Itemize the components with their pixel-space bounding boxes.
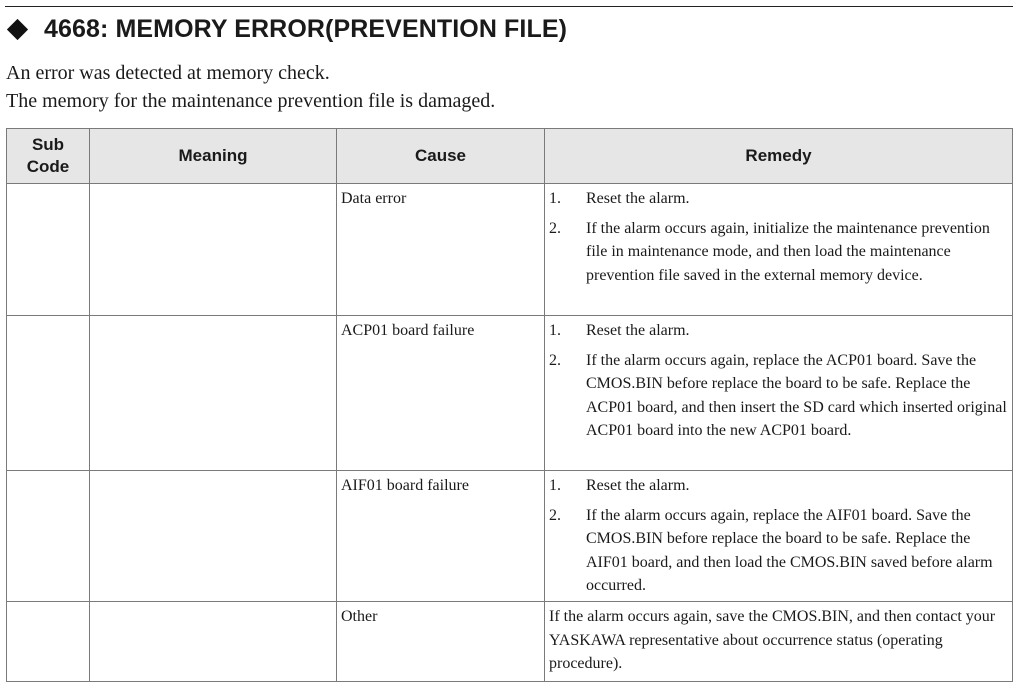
step-text: If the alarm occurs again, replace the ACP01 board. Save the CMOS.BIN before replace the board to be safe. Replace the ACP01 board, and then insert the SD card which inserted original ACP01 board into the new ACP01 board. bbox=[586, 351, 1007, 439]
cause-cell: Data error bbox=[337, 184, 545, 316]
step-text: Reset the alarm. bbox=[586, 477, 690, 494]
table-row bbox=[7, 184, 1013, 316]
remedy-steps bbox=[549, 474, 1008, 598]
description-line-1: An error was detected at memory check. bbox=[6, 62, 330, 84]
remedy-step bbox=[549, 504, 1008, 598]
remedy-step bbox=[549, 319, 1008, 343]
step-number: 2. bbox=[549, 219, 561, 237]
cause-cell: Other bbox=[337, 602, 545, 682]
table-row bbox=[7, 602, 1013, 682]
diamond-bullet-icon bbox=[7, 18, 28, 39]
step-number: 1. bbox=[549, 190, 561, 207]
sub-code-cell bbox=[7, 316, 90, 471]
header-remedy: Remedy bbox=[545, 129, 1013, 184]
error-heading bbox=[4, 11, 567, 47]
table-header-row bbox=[7, 129, 1013, 184]
error-table bbox=[6, 128, 1013, 682]
header-meaning: Meaning bbox=[90, 129, 337, 184]
sub-code-cell bbox=[7, 471, 90, 602]
remedy-cell bbox=[545, 184, 1013, 316]
sub-code-cell bbox=[7, 602, 90, 682]
sub-code-cell bbox=[7, 184, 90, 316]
meaning-cell bbox=[90, 602, 337, 682]
error-description bbox=[6, 59, 495, 115]
header-sub-code: Sub Code bbox=[7, 129, 90, 184]
remedy-cell bbox=[545, 471, 1013, 602]
cause-cell: ACP01 board failure bbox=[337, 316, 545, 471]
top-rule bbox=[5, 6, 1013, 7]
step-text: If the alarm occurs again, replace the AIF01 board. Save the CMOS.BIN before replace the board to be safe. Replace the AIF01 board, and then load the CMOS.BIN saved before alarm occurred. bbox=[586, 506, 993, 594]
step-number: 2. bbox=[549, 351, 561, 369]
remedy-cell bbox=[545, 316, 1013, 471]
remedy-step bbox=[549, 217, 1008, 288]
meaning-cell bbox=[90, 471, 337, 602]
header-cause: Cause bbox=[337, 129, 545, 184]
remedy-step bbox=[549, 187, 1008, 211]
remedy-step bbox=[549, 349, 1008, 443]
table-row bbox=[7, 471, 1013, 602]
remedy-step bbox=[549, 474, 1008, 498]
error-title: 4668: MEMORY ERROR(PREVENTION FILE) bbox=[44, 14, 568, 43]
table-row bbox=[7, 316, 1013, 471]
meaning-cell bbox=[90, 316, 337, 471]
step-text: Reset the alarm. bbox=[586, 190, 690, 207]
cause-cell: AIF01 board failure bbox=[337, 471, 545, 602]
step-number: 1. bbox=[549, 322, 561, 339]
remedy-steps bbox=[549, 187, 1008, 287]
step-text: If the alarm occurs again, initialize the maintenance prevention file in maintenance mode, and then load the maintenance prevention file saved in the external memory device. bbox=[586, 219, 990, 284]
meaning-cell bbox=[90, 184, 337, 316]
remedy-cell: If the alarm occurs again, save the CMOS.BIN, and then contact your YASKAWA representative about occurrence status (operating procedure). bbox=[545, 602, 1013, 682]
step-number: 2. bbox=[549, 506, 561, 524]
step-text: Reset the alarm. bbox=[586, 322, 690, 339]
description-line-2: The memory for the maintenance prevention file is damaged. bbox=[6, 90, 496, 112]
step-number: 1. bbox=[549, 477, 561, 494]
remedy-steps bbox=[549, 319, 1008, 443]
